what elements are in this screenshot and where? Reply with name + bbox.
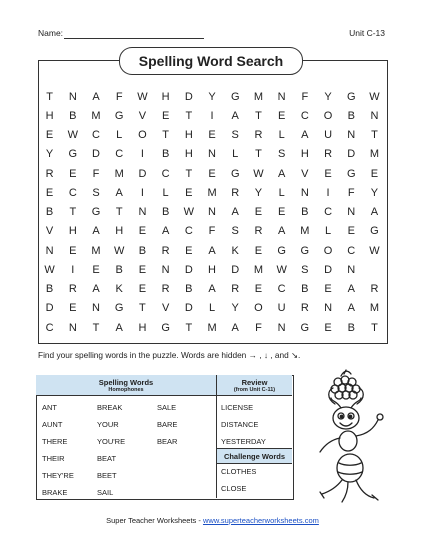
grid-letter: M (369, 302, 380, 315)
grid-letter: N (45, 244, 54, 257)
grid-letter: C (45, 321, 54, 334)
grid-letter: N (347, 263, 356, 276)
grid-letter: E (92, 263, 100, 276)
challenge-word: CLOTHES (221, 467, 257, 476)
review-heading: Review (241, 377, 268, 387)
grid-letter: A (231, 321, 239, 334)
grid-letter: A (370, 206, 379, 219)
grid-letter: E (138, 283, 147, 296)
grid-row (38, 203, 386, 222)
grid-letter: G (277, 244, 286, 257)
grid-letter: A (92, 225, 100, 238)
grid-letter: Y (254, 186, 263, 199)
grid-letter: W (369, 90, 380, 103)
grid-letter: E (45, 186, 54, 199)
grid-letter: M (91, 244, 101, 257)
grid-letter: A (115, 321, 123, 334)
grid-letter: E (254, 283, 263, 296)
grid-letter: A (92, 90, 100, 103)
name-line[interactable] (64, 38, 204, 39)
grid-letter: D (184, 302, 193, 315)
grid-letter: N (300, 186, 309, 199)
grid-letter: Y (324, 90, 332, 103)
grid-letter: Y (370, 186, 379, 199)
grid-letter: I (326, 186, 330, 199)
grid-letter: B (185, 283, 193, 296)
word-item: BEAR (157, 437, 178, 446)
grid-letter: S (92, 186, 100, 199)
grid-letter: D (231, 263, 240, 276)
grid-letter: G (370, 225, 379, 238)
grid-letter: O (323, 109, 333, 122)
word-item: SAIL (97, 488, 114, 497)
word-item: BREAK (97, 403, 123, 412)
grid-letter: N (277, 90, 286, 103)
grid-letter: T (255, 109, 262, 122)
grid-letter: E (324, 321, 332, 334)
grid-row (38, 241, 386, 260)
grid-letter: E (69, 244, 77, 257)
grid-letter: G (346, 167, 356, 180)
name-label: Name: (38, 28, 64, 38)
grid-letter: R (231, 283, 240, 296)
grid-letter: F (92, 167, 100, 180)
grid-letter: B (301, 206, 309, 219)
grid-letter: C (277, 283, 286, 296)
grid-letter: T (255, 148, 262, 161)
grid-letter: E (138, 263, 147, 276)
grid-letter: N (370, 109, 379, 122)
grid-letter: R (324, 148, 333, 161)
grid-letter: G (91, 206, 101, 219)
challenge-words-heading: Challenge Words (217, 448, 292, 464)
grid-letter: D (138, 167, 147, 180)
grid-letter: W (253, 167, 264, 180)
grid-letter: R (370, 283, 379, 296)
word-item: SALE (157, 403, 177, 412)
grid-letter: V (138, 109, 147, 122)
grid-letter: A (301, 129, 309, 142)
grid-letter: B (45, 206, 54, 219)
grid-letter: H (115, 225, 124, 238)
grid-letter: E (69, 302, 77, 315)
grid-letter: M (91, 109, 101, 122)
grid-letter: W (44, 263, 55, 276)
grid-letter: H (184, 148, 193, 161)
grid-letter: E (138, 225, 147, 238)
grid-letter: M (369, 148, 380, 161)
grid-letter: H (208, 263, 216, 276)
grid-letter: T (185, 167, 193, 180)
grid-letter: Y (231, 302, 239, 315)
word-item: THEY'RE (42, 471, 74, 480)
grid-row (38, 126, 386, 145)
grid-letter: D (92, 148, 100, 161)
grid-letter: U (324, 129, 333, 142)
grid-letter: A (231, 109, 239, 122)
grid-letter: M (300, 225, 310, 238)
grid-letter: B (161, 148, 170, 161)
grid-letter: B (347, 321, 355, 334)
grid-letter: N (208, 148, 216, 161)
grid-letter: N (347, 129, 356, 142)
grid-letter: C (92, 129, 100, 142)
spelling-words-header (36, 375, 217, 396)
grid-letter: N (68, 90, 77, 103)
grid-letter: I (210, 109, 214, 122)
grid-row (38, 222, 386, 241)
grid-letter: O (323, 244, 333, 257)
grid-letter: U (277, 302, 286, 315)
grid-row (38, 280, 386, 299)
grid-letter: M (253, 90, 264, 103)
grid-letter: A (115, 186, 123, 199)
ant-with-raspberry-illustration (308, 368, 392, 508)
grid-letter: L (324, 225, 332, 238)
grid-row (38, 260, 386, 279)
spelling-words-subheading: Homophones (108, 386, 144, 393)
grid-letter: W (114, 244, 125, 257)
grid-letter: O (138, 129, 147, 142)
grid-letter: E (45, 129, 54, 142)
grid-letter: E (277, 109, 286, 122)
unit-label: Unit C-13 (349, 28, 385, 38)
grid-row (38, 106, 386, 125)
grid-letter: C (347, 244, 356, 257)
grid-letter: D (184, 263, 193, 276)
grid-letter: C (324, 206, 333, 219)
grid-letter: F (115, 90, 123, 103)
grid-letter: A (161, 225, 170, 238)
grid-letter: N (68, 321, 77, 334)
grid-letter: T (46, 90, 53, 103)
grid-letter: G (346, 90, 356, 103)
grid-letter: G (230, 167, 240, 180)
word-item: AUNT (42, 420, 63, 429)
grid-letter: D (347, 148, 356, 161)
grid-letter: B (347, 109, 355, 122)
review-word: LICENSE (221, 403, 254, 412)
grid-letter: E (277, 206, 286, 219)
grid-letter: G (114, 109, 124, 122)
grid-letter: R (231, 186, 240, 199)
grid-letter: R (161, 283, 170, 296)
grid-letter: I (140, 148, 144, 161)
grid-letter: C (300, 109, 309, 122)
grid-letter: L (162, 186, 169, 199)
grid-letter: C (161, 167, 170, 180)
grid-letter: T (162, 129, 169, 142)
grid-letter: W (137, 90, 148, 103)
grid-row (38, 145, 386, 164)
grid-letter: T (69, 206, 77, 219)
grid-letter: M (207, 186, 217, 199)
grid-letter: B (115, 263, 123, 276)
grid-letter: N (208, 206, 216, 219)
grid-letter: G (161, 321, 170, 334)
grid-letter: H (45, 109, 54, 122)
word-item: THEIR (42, 454, 65, 463)
grid-letter: E (161, 109, 170, 122)
review-word: DISTANCE (221, 420, 259, 429)
grid-letter: A (347, 302, 355, 315)
page-title: Spelling Word Search (119, 47, 303, 75)
grid-letter: A (277, 167, 286, 180)
grid-letter: G (114, 302, 124, 315)
grid-letter: W (276, 263, 287, 276)
grid-letter: D (324, 263, 333, 276)
word-item: YOUR (97, 420, 119, 429)
grid-letter: E (185, 186, 193, 199)
grid-letter: E (185, 244, 193, 257)
grid-letter: T (371, 129, 378, 142)
grid-letter: R (254, 129, 263, 142)
grid-letter: L (208, 302, 216, 315)
grid-letter: G (300, 244, 310, 257)
grid-letter: N (92, 302, 100, 315)
grid-letter: L (232, 148, 239, 161)
grid-letter: N (347, 206, 356, 219)
footer-prefix: Super Teacher Worksheets - (106, 516, 203, 525)
grid-letter: H (184, 129, 193, 142)
grid-letter: B (69, 109, 77, 122)
grid-letter: S (231, 225, 239, 238)
footer-link[interactable]: www.superteacherworksheets.com (202, 516, 319, 525)
grid-letter: O (254, 302, 263, 315)
footer (0, 516, 425, 525)
grid-letter: T (185, 109, 193, 122)
grid-row (38, 299, 386, 318)
grid-letter: F (301, 90, 309, 103)
grid-letter: E (324, 283, 332, 296)
grid-letter: E (208, 167, 216, 180)
word-item: BARE (157, 420, 178, 429)
grid-letter: A (92, 283, 100, 296)
grid-letter: R (254, 225, 263, 238)
grid-letter: D (45, 302, 54, 315)
spelling-words-heading: Spelling Words (98, 377, 154, 387)
grid-letter: T (92, 321, 100, 334)
word-item: YOU'RE (97, 437, 126, 446)
review-word: YESTERDAY (221, 437, 266, 446)
grid-letter: S (301, 263, 309, 276)
grid-letter: I (140, 186, 144, 199)
grid-letter: A (231, 206, 239, 219)
grid-letter: K (231, 244, 239, 257)
review-header (217, 375, 292, 396)
grid-letter: G (300, 321, 310, 334)
grid-letter: A (347, 283, 355, 296)
grid-letter: S (231, 129, 239, 142)
word-search-grid (38, 87, 386, 337)
grid-letter: G (230, 90, 240, 103)
grid-letter: N (277, 321, 286, 334)
grid-letter: F (255, 321, 262, 334)
grid-letter: G (68, 148, 78, 161)
grid-letter: H (138, 321, 147, 334)
grid-letter: R (161, 244, 170, 257)
grid-letter: E (254, 244, 263, 257)
grid-letter: W (369, 244, 380, 257)
grid-letter: V (161, 302, 170, 315)
grid-letter: M (207, 321, 217, 334)
grid-letter: A (277, 225, 286, 238)
grid-letter: Y (45, 148, 54, 161)
grid-letter: L (116, 129, 123, 142)
grid-letter: R (45, 167, 54, 180)
grid-letter: C (184, 225, 193, 238)
word-item: BRAKE (42, 488, 68, 497)
grid-letter: K (115, 283, 123, 296)
grid-letter: W (67, 129, 78, 142)
grid-row (38, 164, 386, 183)
grid-letter: E (370, 167, 379, 180)
grid-letter: T (139, 302, 146, 315)
grid-letter: B (138, 244, 147, 257)
grid-letter: T (185, 321, 193, 334)
grid-letter: E (324, 167, 332, 180)
instructions: Find your spelling words in the puzzle. Words are hidden → , ↓ , and ↘. (38, 350, 301, 360)
grid-letter: B (301, 283, 309, 296)
challenge-word: CLOSE (221, 484, 247, 493)
word-item: THERE (42, 437, 68, 446)
review-subheading: (from Unit C-11) (233, 386, 276, 393)
grid-letter: A (208, 244, 216, 257)
grid-letter: F (208, 225, 216, 238)
word-item: ANT (42, 403, 57, 412)
grid-row (38, 318, 386, 337)
table-divider (216, 375, 217, 498)
grid-letter: H (68, 225, 77, 238)
grid-letter: S (277, 148, 286, 161)
grid-letter: C (115, 148, 124, 161)
grid-letter: L (278, 129, 285, 142)
grid-letter: B (161, 206, 170, 219)
grid-letter: H (161, 90, 170, 103)
grid-row (38, 183, 386, 202)
grid-letter: N (138, 206, 147, 219)
grid-letter: I (71, 263, 75, 276)
grid-letter: R (68, 283, 77, 296)
grid-row (38, 87, 386, 106)
grid-letter: Y (208, 90, 216, 103)
grid-letter: A (208, 283, 216, 296)
word-item: BEET (97, 471, 117, 480)
grid-letter: N (324, 302, 333, 315)
grid-letter: E (347, 225, 355, 238)
grid-letter: T (371, 321, 378, 334)
grid-letter: W (183, 206, 195, 219)
word-item: BEAT (97, 454, 117, 463)
grid-letter: C (68, 186, 77, 199)
grid-letter: B (45, 283, 54, 296)
grid-letter: E (69, 167, 77, 180)
grid-letter: N (161, 263, 170, 276)
grid-letter: V (301, 167, 309, 180)
grid-letter: V (45, 225, 54, 238)
grid-letter: M (253, 263, 264, 276)
grid-letter: R (300, 302, 309, 315)
grid-letter: L (278, 186, 285, 199)
grid-letter: M (114, 167, 124, 180)
grid-letter: E (254, 206, 263, 219)
grid-letter: D (184, 90, 193, 103)
grid-letter: E (208, 129, 216, 142)
grid-letter: T (115, 206, 123, 219)
grid-letter: F (347, 186, 355, 199)
grid-letter: H (300, 148, 309, 161)
